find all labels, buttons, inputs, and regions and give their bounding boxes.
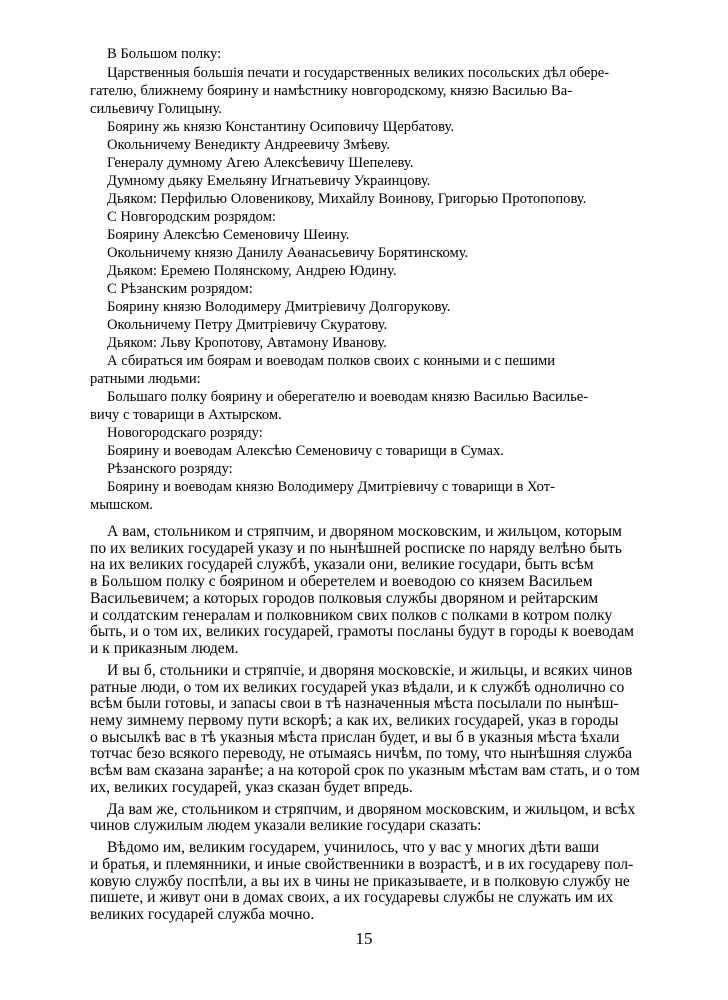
text-line: И вы б, стольники и стряпчіе, и дворяня московскіе, и жильцы, и всяких чинов — [107, 662, 633, 679]
text-line: Да вам же, стольником и стряпчим, и дворяном московским, и жильцом, и всѣх — [107, 801, 636, 818]
text-line: В Большом полку: — [107, 46, 222, 62]
text-line: А сбираться им боярам и воеводам полков своих с конными и с пешими — [107, 353, 556, 369]
text-line: Царственныя большія печати и государственных великих посольских дѣл обере- — [107, 65, 610, 81]
text-line: и к приказным людем. — [90, 640, 239, 657]
text-line: Генералу думному Агею Алексѣевичу Шепелеву. — [107, 155, 414, 171]
text-line: всѣм были готовы, и запасы свои в тѣ назначенныя мѣста посылали по нынѣш- — [90, 695, 619, 712]
text-line: гателю, ближнему боярину и намѣстнику новгородскому, князю Василью Ва- — [90, 83, 573, 99]
text-line: мышском. — [90, 497, 154, 513]
text-line: нему зимнему первому пути вскорѣ; а как их, великих государей, указ в городы — [90, 712, 619, 729]
text-line: Боярину князю Володимеру Дмитрiевичу Долгорукову. — [107, 299, 451, 315]
text-line: Васильевичем; а которых городов полковыя службы дворяном и рейтарским — [90, 590, 599, 607]
page-number: 15 — [355, 929, 373, 948]
text-line: ратными людьми: — [90, 371, 201, 387]
text-line: на их великих государей службѣ, указали они, великие государи, быть всѣм — [90, 556, 594, 573]
text-line: Боярину и воеводам князю Володимеру Дмитрiевичу с товарищи в Хот- — [107, 479, 556, 495]
text-line: по их великих государей указу и по нынѣшней росписке по наряду велѣно быть — [90, 540, 622, 557]
text-line: вичу с товарищи в Ахтырском. — [90, 407, 282, 423]
text-line: Дьяком: Льву Кропотову, Автамону Иванову. — [107, 335, 387, 351]
text-line: Вѣдомо им, великим государем, учинилось, что у вас у многих дѣти ваши — [107, 839, 600, 856]
text-line: сильевичу Голицыну. — [90, 101, 222, 117]
text-line: С Рѣзанским розрядом: — [107, 281, 253, 297]
text-line: Окольничему Венедикту Андреевичу Змѣеву. — [107, 137, 390, 153]
text-line: и братья, и племянники, и иные свойственники в возрастѣ, и в их государеву пол- — [90, 856, 634, 873]
text-line: Дьяком: Еремею Полянскому, Андрею Юдину. — [107, 263, 397, 279]
text-line: пишете, и живут они в домах своих, а их государевы службы не служать им их — [90, 889, 614, 906]
text-line: Дьяком: Перфилью Оловеникову, Михайлу Воинову, Григорью Протопопову. — [107, 191, 587, 207]
text-line: А вам, стольником и стряпчим, и дворяном московским, и жильцом, которым — [107, 523, 622, 540]
text-line: и солдатским генералам и полковником свих полков с полками в котром полку — [90, 607, 613, 624]
text-line: в Большом полку с боярином и оберетелем и воеводою со князем Васильем — [90, 573, 593, 590]
text-line: их, великих государей, указ сказан будет впредь. — [90, 779, 413, 796]
text-line: С Новгородским розрядом: — [107, 209, 276, 225]
text-line: великих государей служба мочно. — [90, 906, 315, 923]
text-line: о высылкѣ вас в тѣ указныя мѣста прислан будет, и вы б в указныя мѣста ѣхали — [90, 729, 620, 746]
text-line: быть, и о том их, великих государей, грамоты посланы будут в городы к воеводам — [90, 623, 634, 640]
text-line: Боярину Алексѣю Семеновичу Шеину. — [107, 227, 350, 243]
text-line: Окольничему князю Данилу Аѳанасьевичу Борятинскому. — [107, 245, 469, 261]
text-line: всѣм вам сказана заранѣе; а на которой срок по указным мѣстам вам стать, и о том — [90, 762, 640, 779]
text-line: Окольничему Петру Дмитрiевичу Скуратову. — [107, 317, 388, 333]
text-line: ратные люди, о том их великих государей указ вѣдали, и к службѣ однолично со — [90, 679, 625, 696]
text-line: Большаго полку боярину и оберегателю и воеводам князю Василью Василье- — [107, 389, 589, 405]
text-line: Думному дьяку Емельяну Игнатьевичу Украинцову. — [107, 173, 431, 189]
text-line: Боярину и воеводам Алексѣю Семеновичу с товарищи в Сумах. — [107, 443, 504, 459]
text-line: ковую службу поспѣли, а вы их в чины не приказываете, и в полковую службу не — [90, 873, 630, 890]
text-line: Рѣзанского розряду: — [107, 461, 233, 477]
text-line: Новогородскаго розряду: — [107, 425, 263, 441]
text-line: тотчас безо всякого переводу, не отымаясь ничѣм, по тому, что нынѣшняя служба — [90, 745, 633, 762]
text-line: чинов служилым людем указали великие государи сказать: — [90, 817, 482, 834]
text-line: Боярину жь князю Константину Осиповичу Щербатову. — [107, 119, 454, 135]
